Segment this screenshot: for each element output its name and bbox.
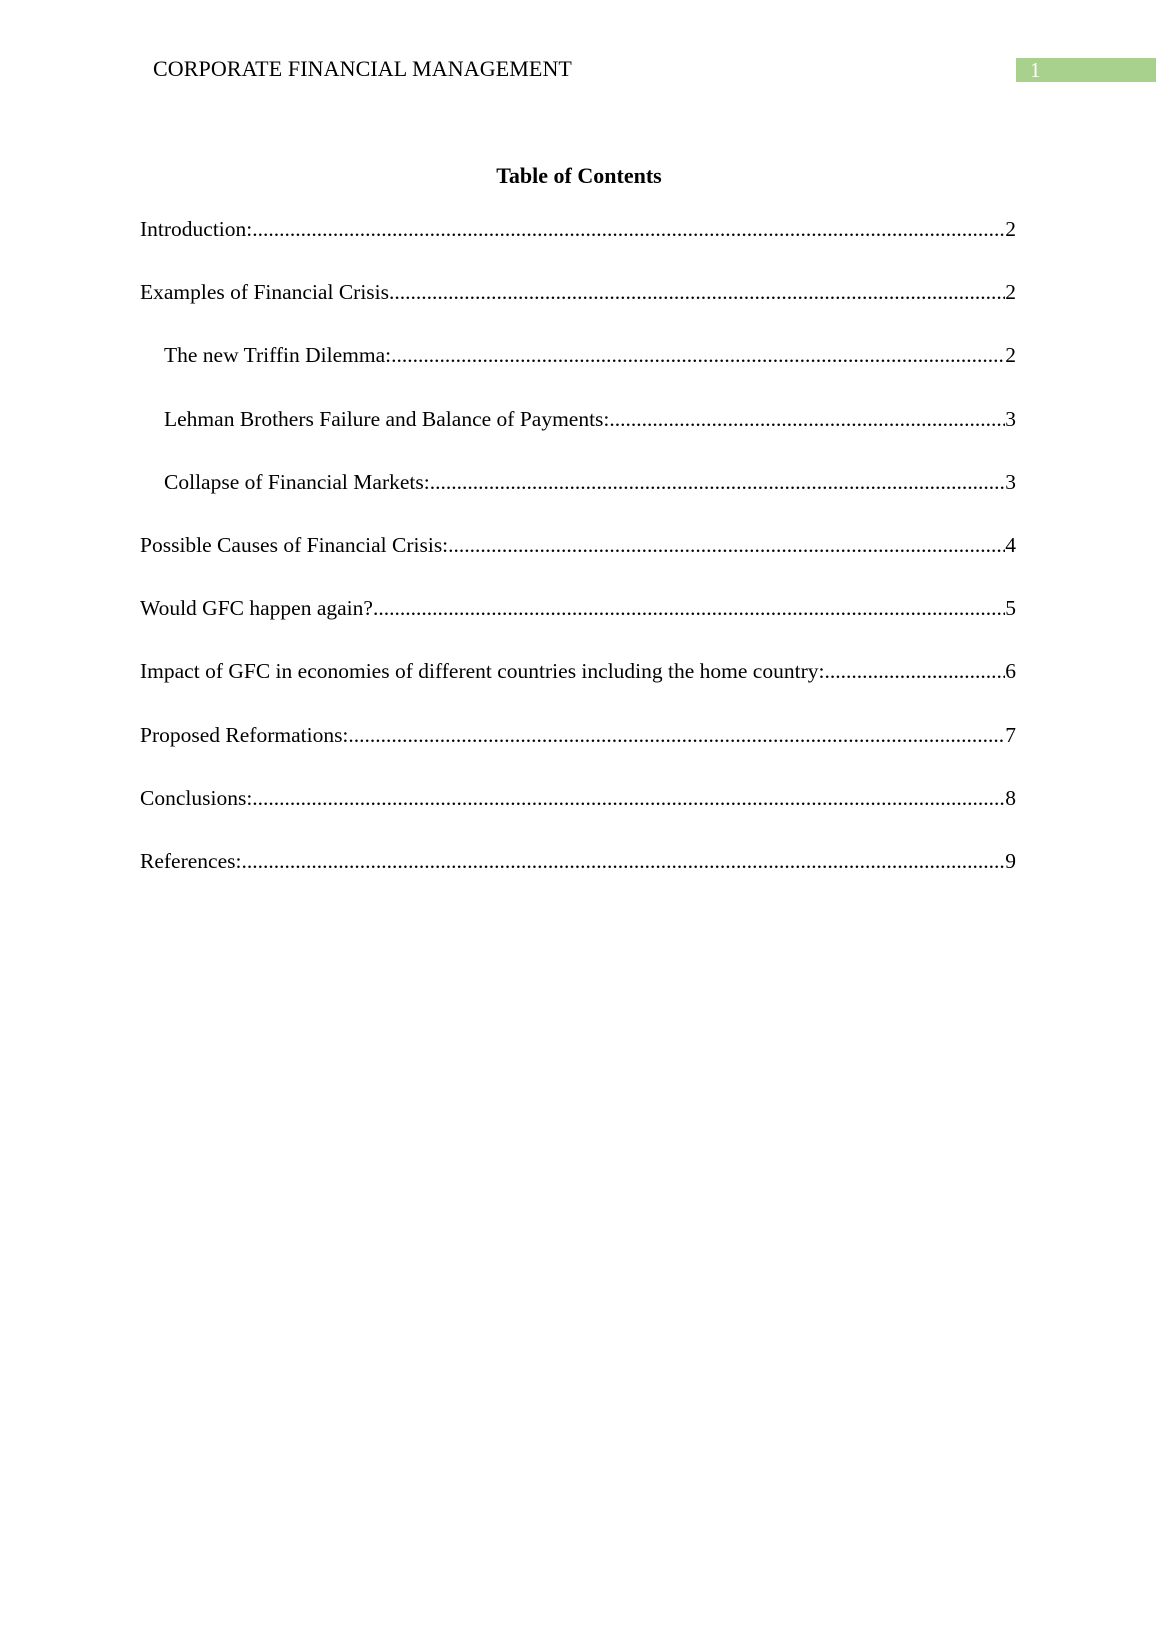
toc-entry-label: Collapse of Financial Markets: — [164, 469, 430, 494]
toc-dot-leader — [430, 468, 1006, 496]
toc-heading: Table of Contents — [496, 163, 662, 188]
toc-entry-references[interactable] — [140, 847, 1016, 910]
toc-dot-leader — [824, 657, 1005, 685]
toc-entry-label: The new Triffin Dilemma: — [164, 343, 392, 368]
toc-entry-page: 4 — [1005, 532, 1016, 557]
toc-dot-leader — [391, 341, 1005, 369]
toc-dot-leader — [252, 215, 1005, 243]
toc-entry-conclusions[interactable] — [140, 784, 1016, 847]
toc-entry-label: Examples of Financial Crisis — [140, 280, 390, 305]
toc-entry-new-triffin-dilemma[interactable] — [140, 341, 1016, 404]
toc-entry-would-gfc-happen-again[interactable] — [140, 594, 1016, 657]
toc-entry-page: 3 — [1005, 406, 1016, 431]
toc-entry-page: 2 — [1005, 217, 1016, 241]
page-number-box — [1016, 58, 1156, 82]
table-of-contents — [140, 215, 1016, 910]
toc-entry-label: Proposed Reformations: — [140, 722, 349, 747]
toc-entry-label: References: — [140, 848, 242, 873]
toc-dot-leader — [609, 405, 1005, 433]
toc-entry-page: 9 — [1005, 848, 1016, 873]
toc-entry-collapse-of-financial-markets[interactable] — [140, 468, 1016, 531]
toc-entry-label: Introduction: — [140, 217, 253, 241]
toc-dot-leader — [241, 847, 1005, 875]
toc-entry-proposed-reformations[interactable] — [140, 721, 1016, 784]
toc-dot-leader — [252, 784, 1005, 812]
toc-entry-label: Impact of GFC in economies of different countries including the home country: — [140, 659, 825, 684]
toc-entry-examples-of-financial-crisis[interactable] — [140, 278, 1016, 341]
toc-entry-page: 5 — [1005, 596, 1016, 621]
toc-entry-page: 7 — [1005, 722, 1016, 747]
toc-entry-page: 2 — [1005, 280, 1016, 305]
running-head-title: CORPORATE FINANCIAL MANAGEMENT — [153, 56, 572, 81]
toc-entry-page: 6 — [1005, 659, 1016, 684]
toc-entry-impact-of-gfc[interactable] — [140, 657, 1016, 720]
page-number: 1 — [1030, 58, 1041, 82]
toc-dot-leader — [448, 531, 1005, 559]
toc-dot-leader — [373, 594, 1005, 622]
toc-entry-introduction[interactable] — [140, 215, 1016, 278]
toc-entry-label: Conclusions: — [140, 785, 253, 810]
toc-entry-page: 3 — [1005, 469, 1016, 494]
toc-dot-leader — [348, 721, 1005, 749]
toc-entry-page: 8 — [1005, 785, 1016, 810]
toc-entry-possible-causes[interactable] — [140, 531, 1016, 594]
toc-dot-leader — [389, 278, 1005, 306]
toc-entry-page: 2 — [1005, 343, 1016, 368]
toc-entry-lehman-brothers-failure[interactable] — [140, 405, 1016, 468]
page-header — [0, 56, 1158, 82]
toc-entry-label: Would GFC happen again? — [140, 596, 373, 621]
toc-entry-label: Lehman Brothers Failure and Balance of Payments: — [164, 406, 610, 431]
toc-entry-label: Possible Causes of Financial Crisis: — [140, 532, 449, 557]
